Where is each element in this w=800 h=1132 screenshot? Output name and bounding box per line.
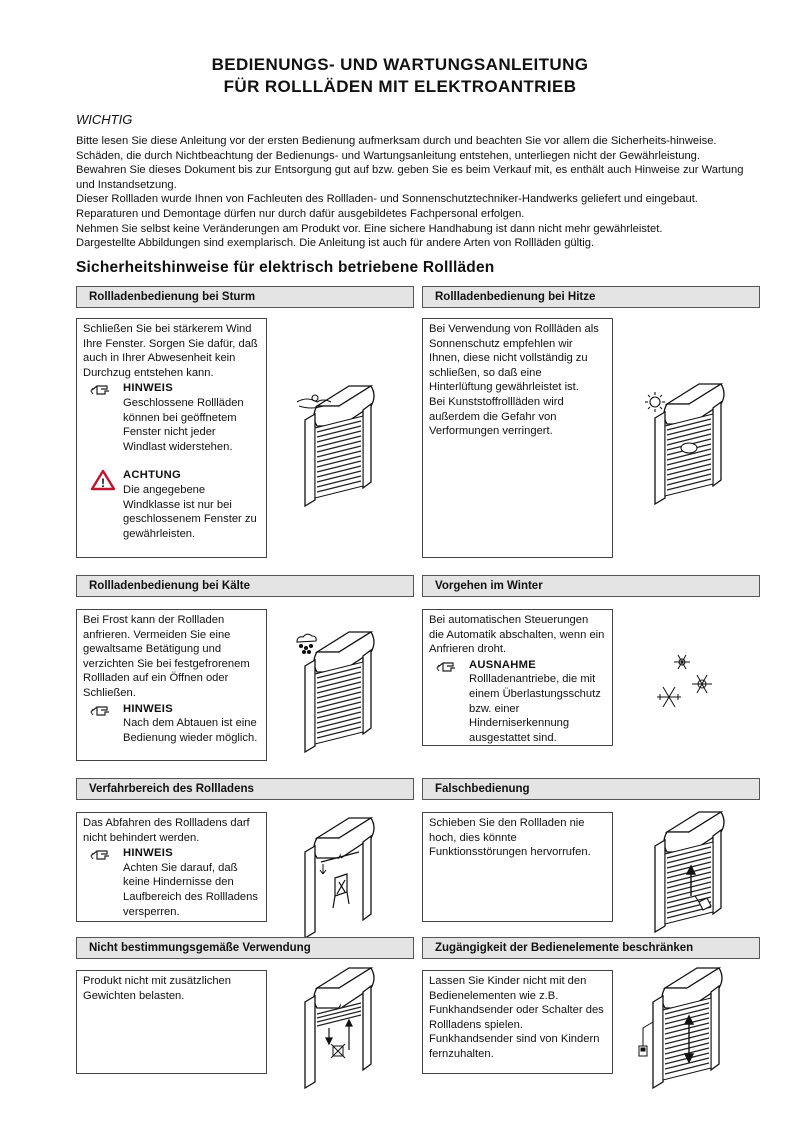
intro-paragraph-2: Dieser Rollladen wurde Ihnen von Fachleuten des Rollladen- und Sonnenschutztechniker-Handwerks geliefert und eingebaut. Reparaturen und Demontage dürfen nur durch dafür ausgebildetes Fachpersonal erfolgen. xyxy=(76,193,698,220)
hitze-text-box xyxy=(422,318,613,558)
hitze-text: Bei Verwendung von Rollläden als Sonnenschutz empfehlen wir Ihnen, diese nicht vollständig zu schließen, so daß eine Hinterlüftung gewährleistet ist. xyxy=(429,323,599,394)
illustration-obstacle-shutter xyxy=(296,812,386,947)
section-header-verfahrbereich: Verfahrbereich des Rollladens xyxy=(76,778,414,800)
section-header-kaelte: Rollladenbedienung bei Kälte xyxy=(76,575,414,597)
section-header-nicht-bestimmungsgemaess: Nicht bestimmungsgemäße Verwendung xyxy=(76,937,414,959)
winter-ausnahme-text: Rollladenantriebe, die mit einem Überlastungsschutz bzw. einer Hinderniserkennung ausgestattet sind. xyxy=(469,673,601,744)
svg-text:!: ! xyxy=(101,476,105,491)
intro-paragraph-1: Bitte lesen Sie diese Anleitung vor der ersten Bedienung aufmerksam durch und beachten Sie vor allem die Sicherheits-hinweise. Schäden, die durch Nichtbeachtung der Bedienungs- und Wartungsanleitung entstehen, unterliegen nicht der Gewährleistung. Bewahren Sie dieses Dokument bis zur Entsorgung gut auf bzw. geben Sie es beim Verkauf mit, es enthält auch Hinweise zur Wartung und Instandsetzung. xyxy=(76,135,744,191)
nicht-text-box xyxy=(76,970,267,1074)
section-header-zugaengigkeit: Zugängigkeit der Bedienelemente beschränken xyxy=(422,937,760,959)
intro-paragraph-3: Nehmen Sie selbst keine Veränderungen am Produkt vor. Eine sichere Handhabung ist dann nicht mehr gewährleistet. xyxy=(76,222,663,235)
sturm-achtung-heading: ACHTUNG xyxy=(123,469,182,482)
chair-obstacle-icon xyxy=(333,874,349,908)
illustration-heat-shutter xyxy=(646,378,736,513)
section-header-hitze: Rollladenbedienung bei Hitze xyxy=(422,286,760,308)
intro-text xyxy=(76,134,746,251)
safety-section-title: Sicherheitshinweise für elektrisch betriebene Rollläden xyxy=(76,259,495,276)
kaelte-hinweis-heading: HINWEIS xyxy=(123,702,173,715)
winter-ausnahme-note xyxy=(429,658,606,746)
verfahr-hinweis-heading: HINWEIS xyxy=(123,847,173,860)
warning-triangle-icon xyxy=(91,470,115,490)
sturm-hinweis-note xyxy=(83,381,260,454)
illustration-weight-shutter xyxy=(296,962,386,1097)
sturm-text: Schließen Sie bei stärkerem Wind Ihre Fenster. Sorgen Sie dafür, daß auch in Ihrer Abwesenheit kein Durchzug entstehen kann. xyxy=(83,323,258,379)
snowflake-icon xyxy=(657,655,712,707)
document-title-line-1: BEDIENUNGS- UND WARTUNGSANLEITUNG xyxy=(211,55,589,74)
kaelte-hinweis-text: Nach dem Abtauen ist eine Bedienung wieder möglich. xyxy=(123,717,258,744)
falsch-text-box xyxy=(422,812,613,922)
verfahr-hinweis-text: Achten Sie darauf, daß keine Hindernisse den Laufbereich des Rollladens versperren. xyxy=(123,861,258,918)
zugang-text: Lassen Sie Kinder nicht mit den Bedienelementen wie z.B. Funkhandsender oder Schalter des Rollladens spielen. Funkhandsender sind von Kindern fernzuhalten. xyxy=(429,975,604,1060)
wichtig-label: WICHTIG xyxy=(76,112,133,127)
nicht-text: Produkt nicht mit zusätzlichen Gewichten belasten. xyxy=(83,975,231,1002)
section-header-falschbedienung: Falschbedienung xyxy=(422,778,760,800)
section-header-winter: Vorgehen im Winter xyxy=(422,575,760,597)
illustration-storm-shutter xyxy=(296,380,386,515)
pointing-hand-icon xyxy=(91,704,111,718)
sturm-achtung-note xyxy=(83,468,260,541)
illustration-switch-shutter xyxy=(644,962,734,1097)
sturm-hinweis-heading: HINWEIS xyxy=(123,382,173,395)
pointing-hand-icon xyxy=(91,383,111,397)
winter-ausnahme-heading: AUSNAHME xyxy=(469,658,537,671)
winter-text-box xyxy=(422,609,613,746)
section-header-sturm: Rollladenbedienung bei Sturm xyxy=(76,286,414,308)
verfahr-text-box xyxy=(76,812,267,922)
illustration-snowflakes xyxy=(652,650,722,725)
illustration-push-up-shutter xyxy=(646,806,736,941)
verfahr-text: Das Abfahren des Rollladens darf nicht behindert werden. xyxy=(83,817,250,844)
pointing-hand-icon xyxy=(91,848,111,862)
sturm-achtung-text: Die angegebene Windklasse ist nur bei geschlossenem Fenster zu gewährleisten. xyxy=(123,483,257,540)
hitze-text-2: Bei Kunststoffrollläden wird außerdem die Gefahr von Verformungen verringert. xyxy=(429,395,564,438)
sun-icon xyxy=(645,392,665,412)
document-title-line-2: FÜR ROLLLÄDEN MIT ELEKTROANTRIEB xyxy=(223,77,577,96)
pointing-hand-icon xyxy=(437,660,457,674)
kaelte-hinweis-note xyxy=(83,702,260,746)
kaelte-text-box xyxy=(76,609,267,761)
falsch-text: Schieben Sie den Rollladen nie hoch, dies könnte Funktionsstörungen hervorrufen. xyxy=(429,817,591,859)
winter-text: Bei automatischen Steuerungen die Automatik abschalten, wenn ein Anfrieren droht. xyxy=(429,614,605,656)
wall-switch-icon xyxy=(639,1022,653,1056)
illustration-frost-shutter xyxy=(296,626,386,761)
verfahr-hinweis-note xyxy=(83,846,260,919)
zugang-text-box xyxy=(422,970,613,1074)
sturm-hinweis-text: Geschlossene Rollläden können bei geöffnetem Fenster nicht jeder Windlast widerstehen. xyxy=(123,396,244,453)
crossed-weight-icon xyxy=(331,1044,345,1058)
frost-cloud-icon xyxy=(297,634,316,653)
kaelte-text: Bei Frost kann der Rollladen anfrieren. Vermeiden Sie eine gewaltsame Betätigung und verzichten Sie bei festgefrorenem Rollladen auf ein Öffnen oder Schließen. xyxy=(83,614,250,699)
sturm-text-box xyxy=(76,318,267,558)
intro-paragraph-4: Dargestellte Abbildungen sind exemplarisch. Die Anleitung ist auch für andere Arten von Rollläden gültig. xyxy=(76,237,595,250)
